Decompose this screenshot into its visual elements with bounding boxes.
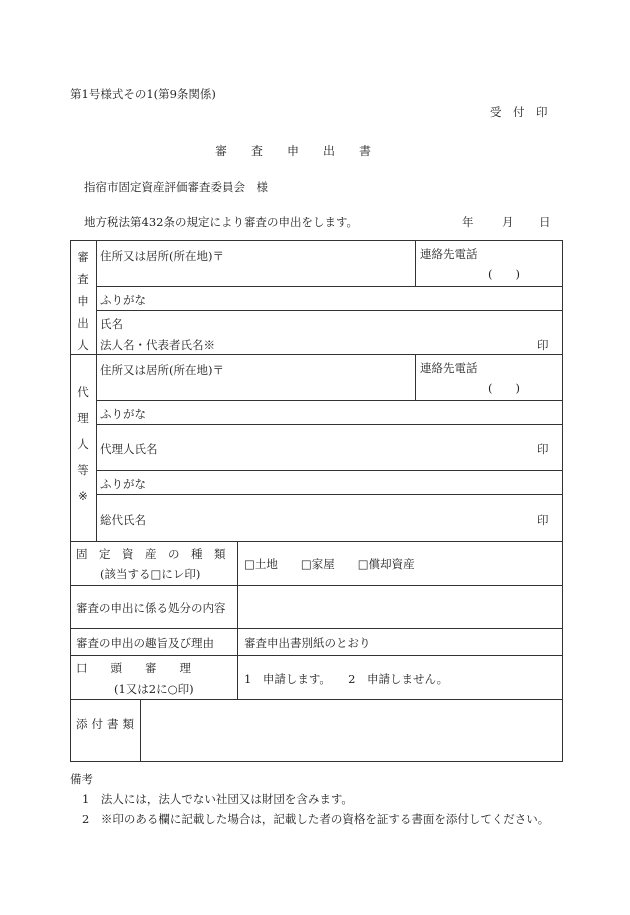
attachments-divider — [140, 699, 141, 762]
divider — [96, 310, 563, 311]
disposition-label: 審査の申出に係る処分の内容 — [76, 601, 226, 615]
applicant-phone-divider — [415, 240, 416, 286]
agent-furigana-label: ふりがな — [100, 407, 146, 421]
divider — [70, 585, 563, 586]
divider — [70, 541, 563, 542]
applicant-seal: 印 — [537, 338, 549, 352]
applicant-vertical-label: 審 査 申 出 人 — [77, 250, 89, 352]
form-number: 第1号様式その1(第9条関係) — [70, 87, 216, 101]
applicant-furigana-label: ふりがな — [100, 293, 146, 307]
agent-phone-label: 連絡先電話 — [420, 361, 478, 375]
divider — [96, 400, 563, 401]
note-1: 1 法人には，法人でない社団又は財団を含みます。 — [82, 792, 353, 806]
applicant-phone-label: 連絡先電話 — [420, 247, 478, 261]
date-year-label: 年 — [462, 215, 474, 229]
statement: 地方税法第432条の規定により審査の申出をします。 — [84, 215, 359, 229]
agent-address-label: 住所又は居所(所在地)〒 — [100, 363, 224, 377]
applicant-address-label: 住所又は居所(所在地)〒 — [100, 249, 224, 263]
representative-name-label: 総代氏名 — [100, 513, 146, 527]
agent-name-label: 代理人氏名 — [100, 442, 158, 456]
applicant-phone-parens: ( ) — [488, 267, 520, 281]
agent-phone-divider — [415, 354, 416, 400]
note-2: 2 ※印のある欄に記載した場合は，記載した者の資格を証する書面を添付してください。 — [82, 812, 550, 826]
asset-type-label: 固 定 資 産 の 種 類 — [76, 547, 226, 561]
divider — [96, 494, 563, 495]
document-title: 審 査 申 出 書 — [215, 144, 372, 158]
agent-phone-parens: ( ) — [488, 381, 520, 395]
addressee: 指宿市固定資産評価審査委員会 様 — [84, 180, 268, 194]
date-day-label: 日 — [539, 215, 551, 229]
applicant-name-label: 氏名 — [100, 317, 123, 331]
oral-hearing-sublabel: (1又は2に○印) — [114, 682, 194, 696]
divider — [70, 699, 563, 700]
agent-vertical-label: 代 理 人 等 ※ — [77, 385, 89, 503]
agent-seal: 印 — [537, 442, 549, 456]
reason-label: 審査の申出の趣旨及び理由 — [76, 636, 214, 650]
divider — [96, 470, 563, 471]
divider — [96, 286, 563, 287]
divider — [70, 354, 563, 355]
oral-hearing-options[interactable]: 1 申請します。 2 申請しません。 — [244, 672, 449, 686]
asset-type-sublabel: (該当する□にレ印) — [100, 567, 201, 581]
oral-hearing-label: 口 頭 審 理 — [76, 661, 191, 675]
divider — [96, 424, 563, 425]
receipt-stamp-label: 受 付 印 — [490, 105, 548, 119]
lower-label-divider — [237, 541, 238, 699]
representative-seal: 印 — [537, 513, 549, 527]
notes-heading: 備考 — [70, 772, 93, 786]
asset-type-options[interactable]: □土地 □家屋 □償却資産 — [244, 557, 415, 571]
representative-furigana-label: ふりがな — [100, 477, 146, 491]
applicant-corp-name-label: 法人名・代表者氏名※ — [100, 338, 215, 352]
attachments-label: 添付書類 — [76, 717, 138, 731]
divider — [70, 628, 563, 629]
reason-value: 審査申出書別紙のとおり — [244, 636, 371, 650]
date-month-label: 月 — [502, 215, 514, 229]
divider — [70, 655, 563, 656]
